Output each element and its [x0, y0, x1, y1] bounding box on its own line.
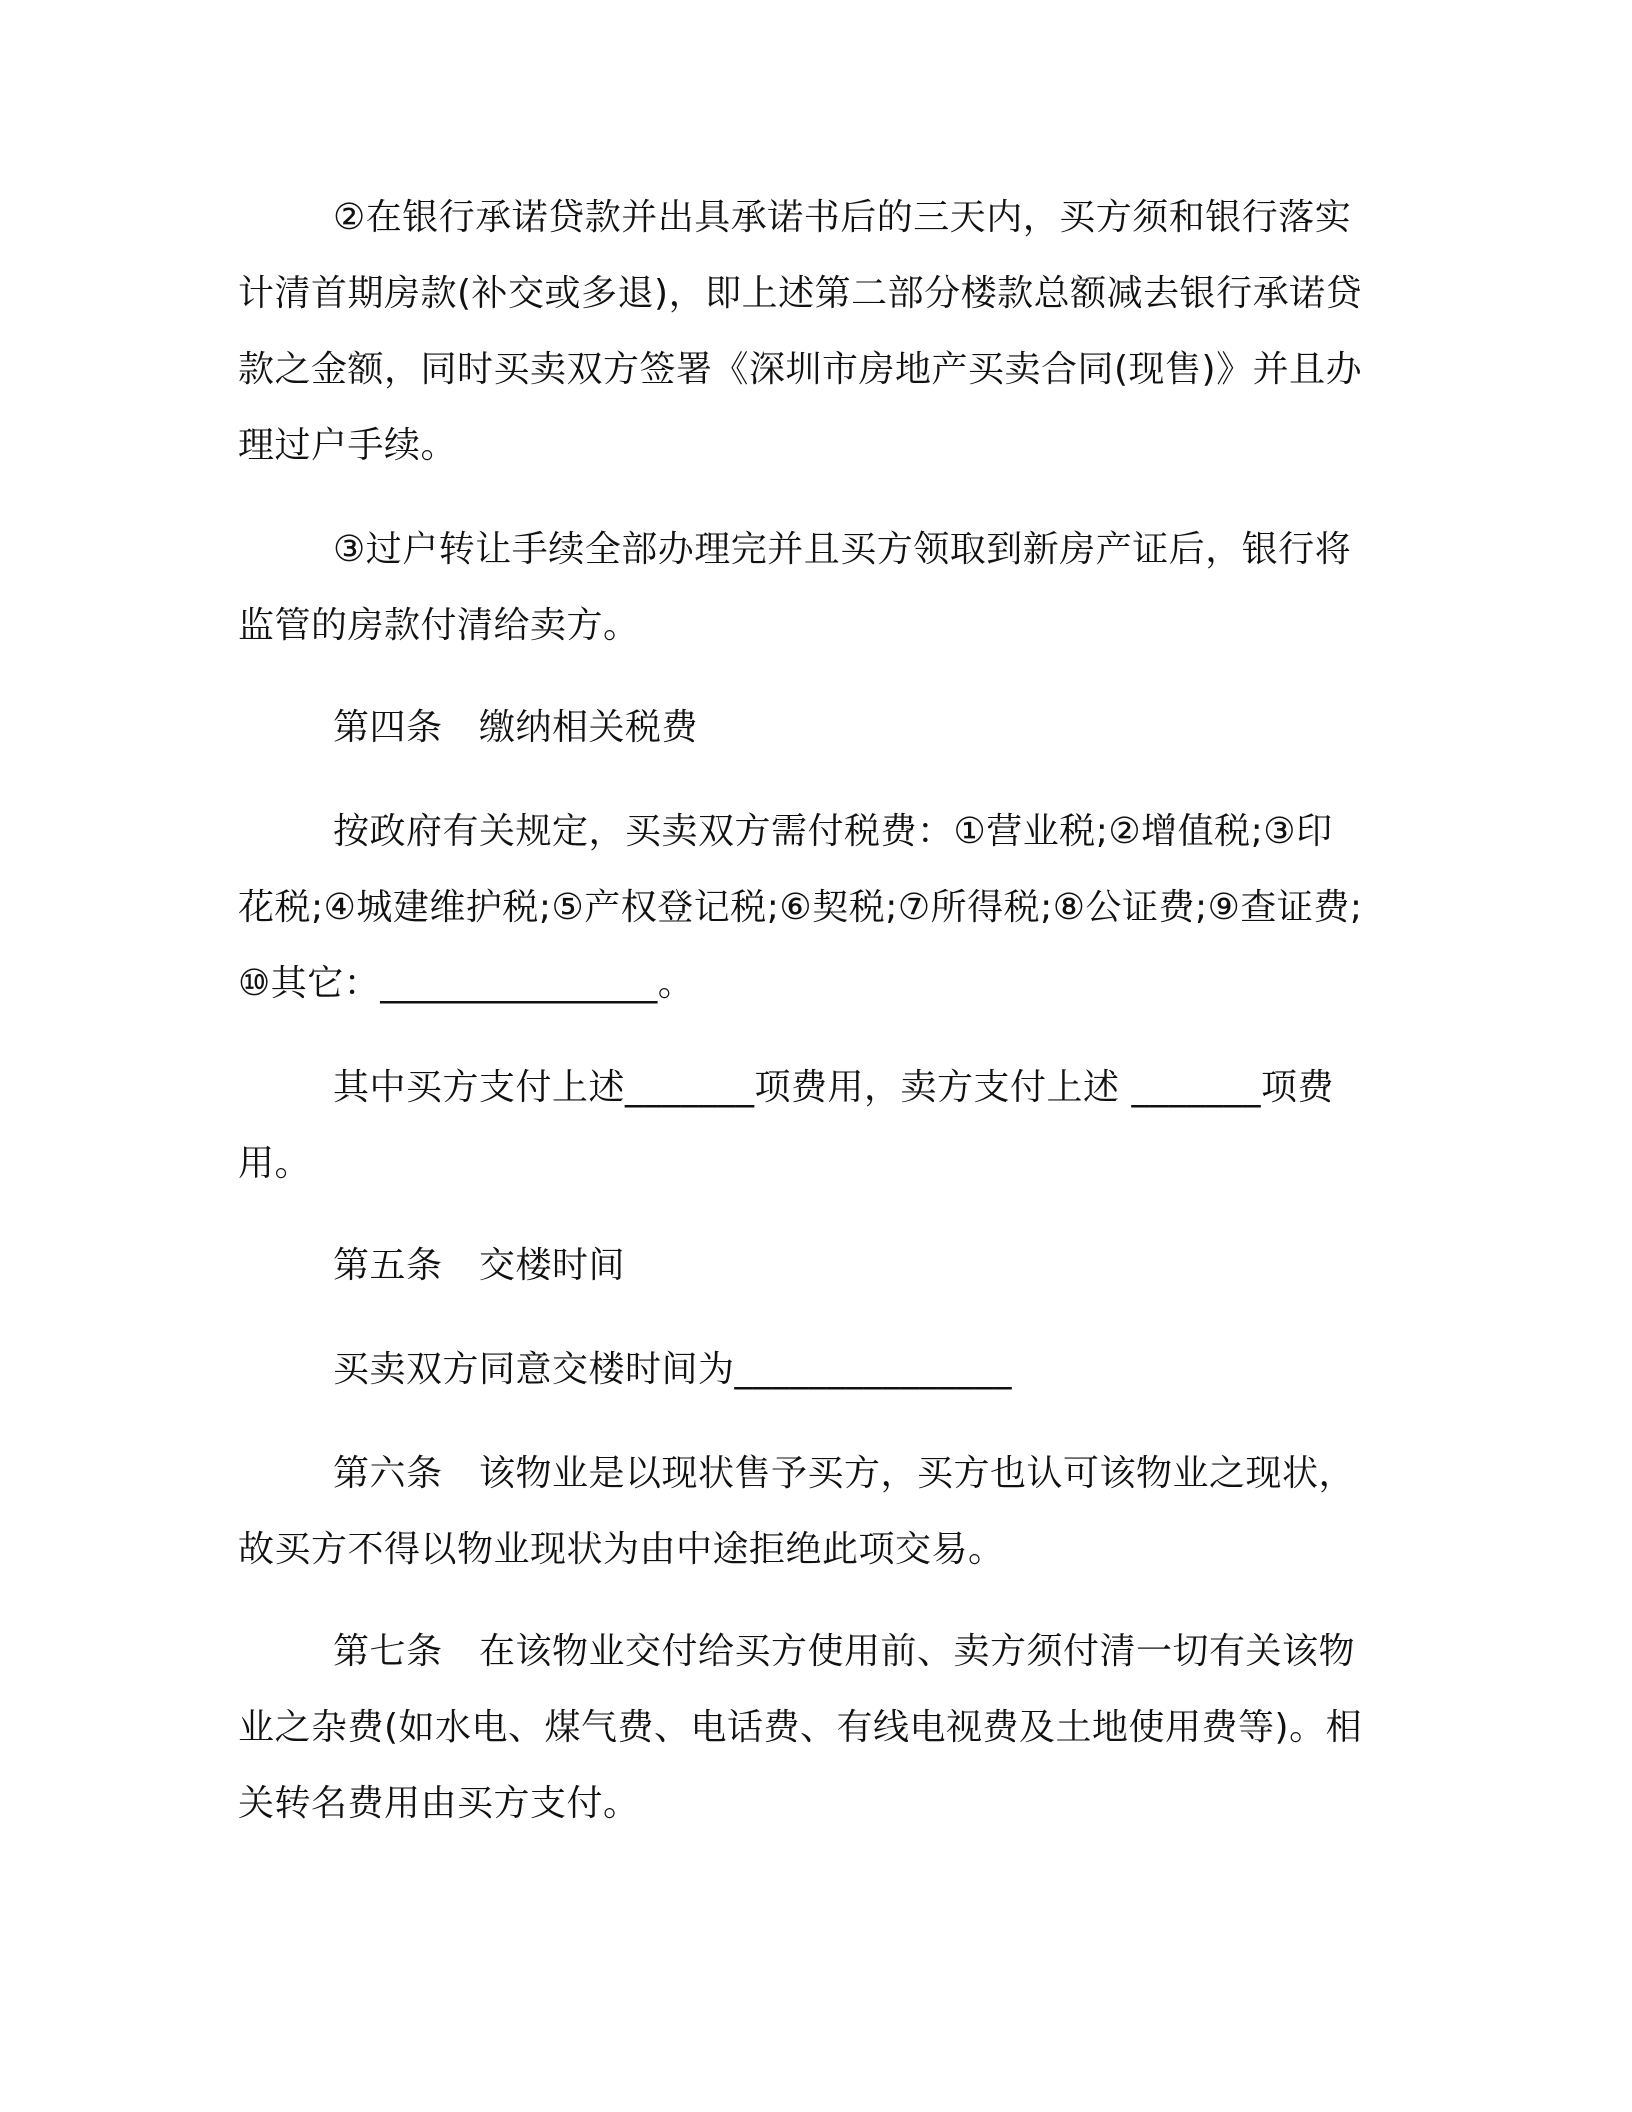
article-7-line-3: 关转名费用由买方支付。	[238, 1783, 640, 1824]
para-taxes-line-3: ⑩其它：_______________。	[238, 963, 695, 1004]
para-taxes-line-1: 按政府有关规定，买卖双方需付税费：①营业税;②增值税;③印	[333, 811, 1333, 852]
para-bank-loan-line-3: 款之金额，同时买卖双方签署《深圳市房地产买卖合同(现售)》并且办	[238, 349, 1363, 390]
para-bank-loan-line-1: ②在银行承诺贷款并出具承诺书后的三天内，买方须和银行落实	[333, 197, 1352, 238]
para-fee-split-line-1: 其中买方支付上述_______项费用，卖方支付上述 _______项费	[333, 1067, 1334, 1108]
article-7-line-2: 业之杂费(如水电、煤气费、电话费、有线电视费及土地使用费等)。相	[238, 1707, 1363, 1748]
article-7-line-1: 第七条 在该物业交付给买方使用前、卖方须付清一切有关该物	[333, 1631, 1356, 1672]
para-transfer-line-2: 监管的房款付清给卖方。	[238, 605, 640, 646]
article-6-line-1: 第六条 该物业是以现状售予买方，买方也认可该物业之现状，	[333, 1453, 1356, 1494]
article-5-heading: 第五条 交楼时间	[333, 1245, 626, 1286]
para-taxes-line-2: 花税;④城建维护税;⑤产权登记税;⑥契税;⑦所得税;⑧公证费;⑨查证费;	[238, 887, 1363, 928]
para-fee-split-line-2: 用。	[238, 1143, 312, 1184]
para-transfer-line-1: ③过户转让手续全部办理完并且买方领取到新房产证后，银行将	[333, 529, 1352, 570]
para-bank-loan-line-4: 理过户手续。	[238, 425, 458, 466]
article-4-heading: 第四条 缴纳相关税费	[333, 707, 699, 748]
para-handover-time: 买卖双方同意交楼时间为_______________	[333, 1349, 1013, 1390]
article-6-line-2: 故买方不得以物业现状为由中途拒绝此项交易。	[238, 1529, 1005, 1570]
para-bank-loan-line-2: 计清首期房款(补交或多退)，即上述第二部分楼款总额减去银行承诺贷	[238, 273, 1363, 314]
